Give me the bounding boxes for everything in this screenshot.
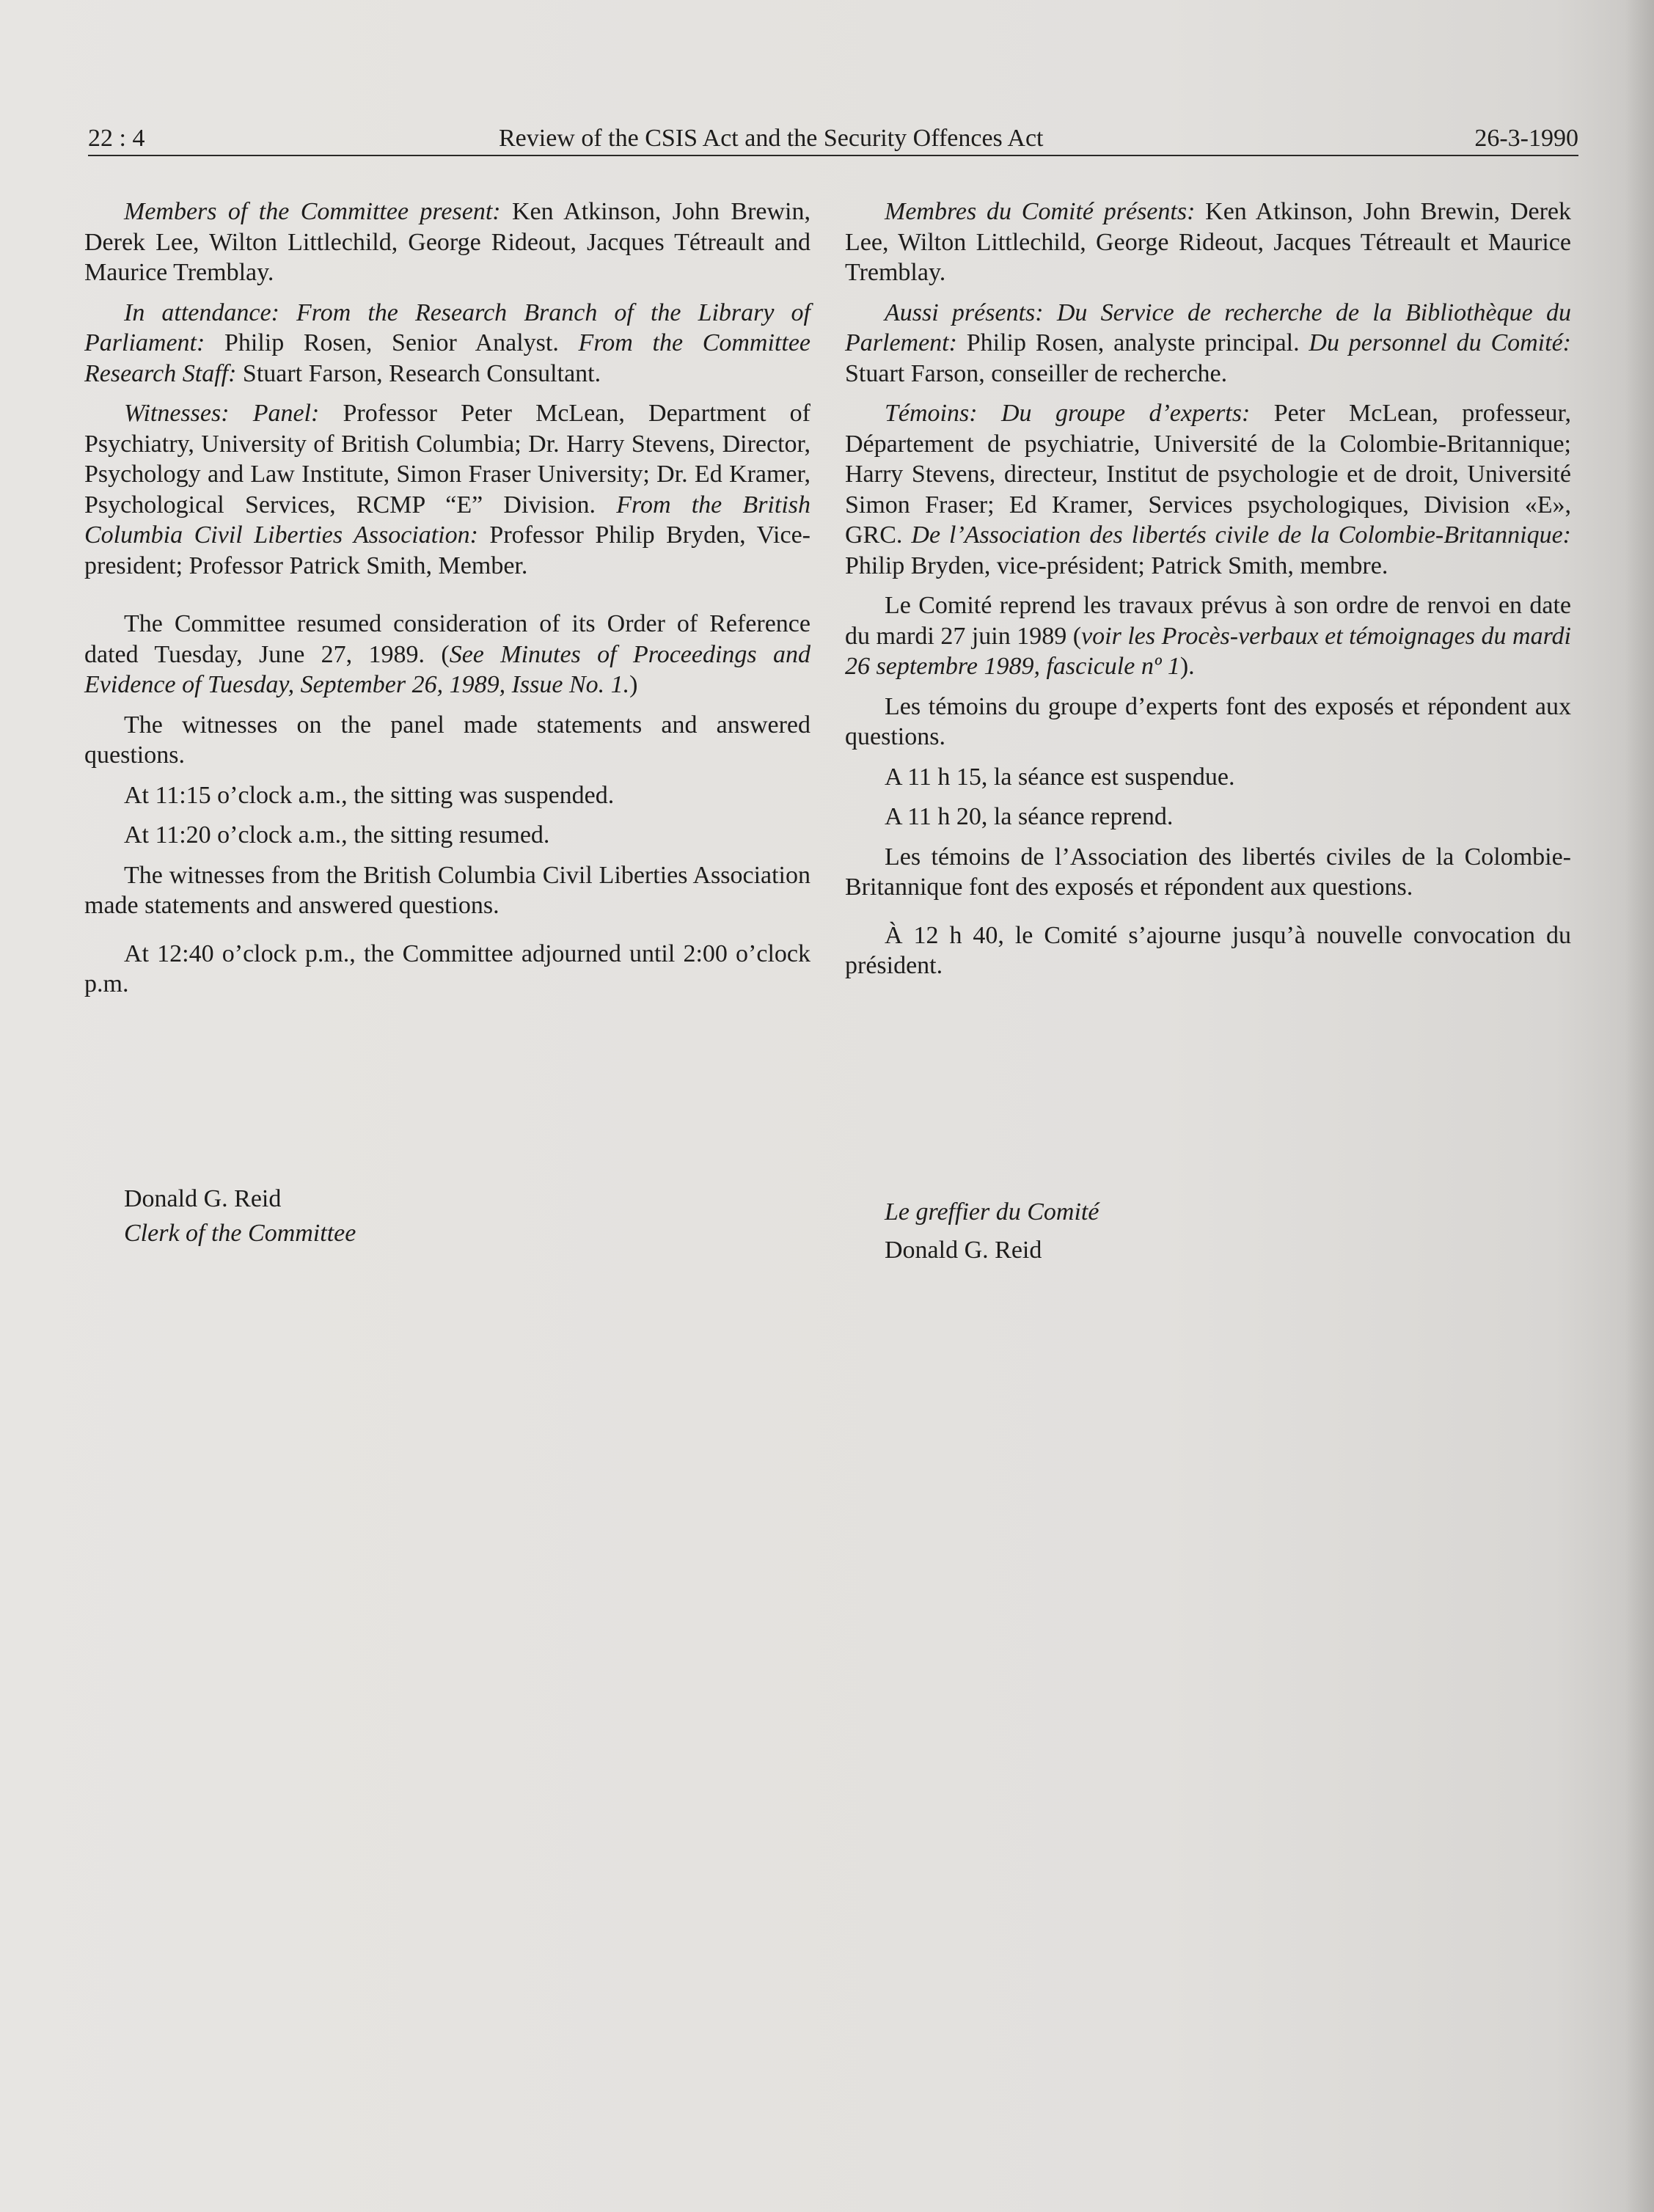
committee-adjourned: At 12:40 o’clock p.m., the Committee adjourned until 2:00 o’clock p.m. — [84, 940, 810, 997]
members-present: Members of the Committee present: Ken Atkinson, John Brewin, Derek Lee, Wilton Littlechild, George Rideout, Jacques Tétreault and Maurice Tremblay. — [84, 198, 810, 286]
french-column — [845, 197, 1571, 1264]
greffier-name: Donald G. Reid — [885, 1237, 1042, 1264]
clerk-title: Clerk of the Committee — [124, 1220, 356, 1247]
seance-reprend: A 11 h 20, la séance reprend. — [885, 803, 1174, 830]
sitting-suspended: At 11:15 o’clock a.m., the sitting was suspended. — [124, 781, 615, 809]
page-number: 22 : 4 — [88, 125, 145, 152]
membres-presents: Membres du Comité présents: Ken Atkinson, John Brewin, Derek Lee, Wilton Littlechild, George Rideout, Jacques Tétreault et Maurice Tremblay. — [845, 198, 1571, 286]
exposes-experts: Les témoins du groupe d’experts font des exposés et répondent aux questions. — [845, 692, 1571, 750]
temoins: Témoins: Du groupe d’experts: Peter McLean, professeur, Département de psychiatrie, Université de la Colombie-Britannique; Harry Stevens, directeur, Institut de psychologie et de droit, Université Simon Fraser; Ed Kramer, Services psychologiques, Division «E», GRC. De l’Association des libertés civile de la Colombie-Britannique: Philip Bryden, vice-président; Patrick Smith, membre. — [845, 400, 1571, 579]
running-header — [88, 125, 1578, 163]
bccla-statements: The witnesses from the British Columbia Civil Liberties Association made statements and answered questions. — [84, 861, 810, 919]
exposes-association: Les témoins de l’Association des libertés civiles de la Colombie-Britannique font des exposés et répondent aux questions. — [845, 843, 1571, 901]
header-rule — [88, 155, 1578, 156]
clerk-name: Donald G. Reid — [124, 1185, 282, 1212]
header-date: 26-3-1990 — [1474, 125, 1578, 152]
comite-ajourne: À 12 h 40, le Comité s’ajourne jusqu’à nouvelle convocation du président. — [845, 921, 1571, 979]
in-attendance: In attendance: From the Research Branch of the Library of Parliament: Philip Rosen, Senior Analyst. From the Committee Research Staff: Stuart Farson, Research Consultant. — [84, 299, 811, 387]
aussi-presents: Aussi présents: Du Service de recherche de la Bibliothèque du Parlement: Philip Rosen, analyste principal. Du personnel du Comité: Stuart Farson, conseiller de recherche. — [845, 299, 1571, 387]
sitting-resumed: At 11:20 o’clock a.m., the sitting resumed. — [124, 821, 550, 849]
seance-suspendue: A 11 h 15, la séance est suspendue. — [885, 763, 1235, 791]
english-column — [84, 197, 811, 1247]
resumed-consideration: The Committee resumed consideration of its Order of Reference dated Tuesday, June 27, 1989. (See Minutes of Proceedings and Evidence of Tuesday, September 26, 1989, Issue No. 1.) — [84, 610, 810, 698]
witnesses: Witnesses: Panel: Professor Peter McLean, Department of Psychiatry, University of British Columbia; Dr. Harry Stevens, Director, Psychology and Law Institute, Simon Fraser University; Dr. Ed Kramer, Psychological Services, RCMP “E” Division. From the British Columbia Civil Liberties Association: Professor Philip Bryden, Vice-president; Professor Patrick Smith, Member. — [84, 400, 811, 579]
running-title: Review of the CSIS Act and the Security Offences Act — [499, 125, 1044, 152]
page-spine-shadow — [1625, 0, 1654, 2212]
reprise-travaux: Le Comité reprend les travaux prévus à son ordre de renvoi en date du mardi 27 juin 1989 (voir les Procès-verbaux et témoignages du mardi 26 septembre 1989, fascicule nº 1). — [845, 592, 1571, 680]
greffier-title: Le greffier du Comité — [885, 1198, 1099, 1226]
panel-statements: The witnesses on the panel made statements and answered questions. — [84, 711, 810, 769]
